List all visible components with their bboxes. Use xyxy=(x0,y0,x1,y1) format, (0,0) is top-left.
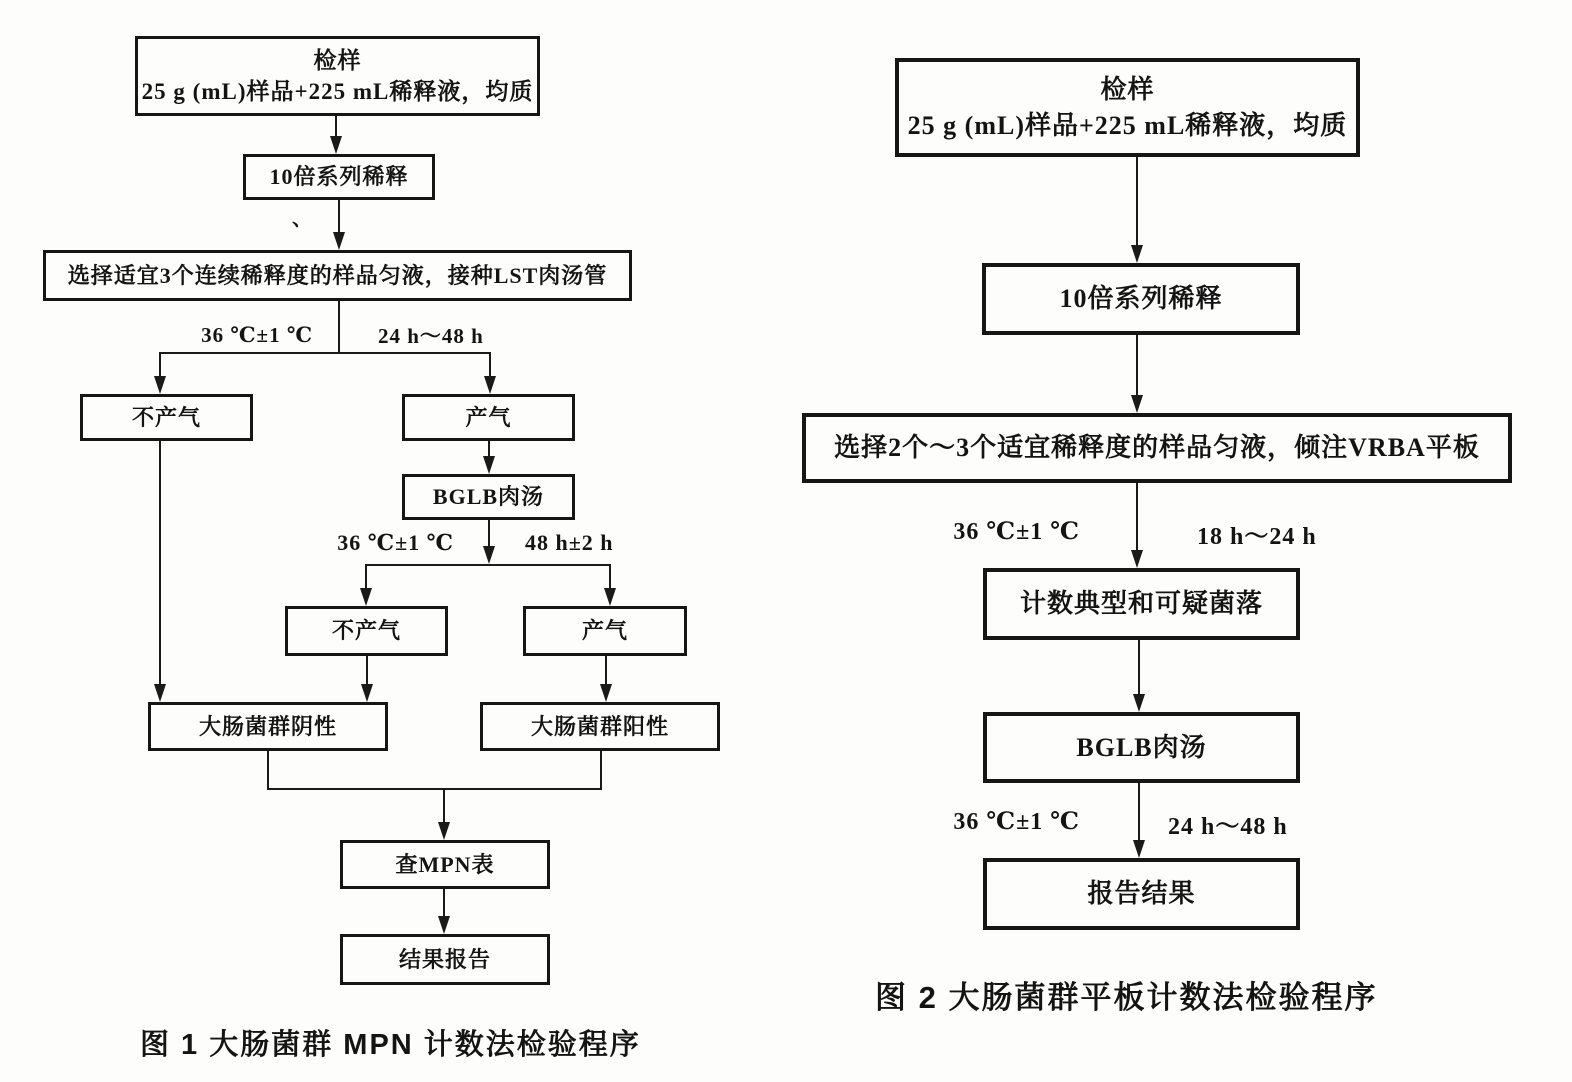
node-coliform-positive-label: 大肠菌群阳性 xyxy=(530,713,669,739)
connector-line xyxy=(159,352,161,378)
figure1-caption: 图 1 大肠菌群 MPN 计数法检验程序 xyxy=(140,1029,641,1061)
connector-line xyxy=(609,564,611,590)
label-temp-2: 36 ℃±1 ℃ xyxy=(337,530,454,555)
arrow-down-icon xyxy=(360,588,372,606)
connector-line xyxy=(365,564,367,590)
node-bglb-1 xyxy=(402,474,575,520)
connector-line xyxy=(267,788,602,790)
connector-line xyxy=(488,520,490,548)
connector-line xyxy=(365,564,610,566)
arrow-down-icon xyxy=(438,822,450,840)
label-temp-1: 36 ℃±1 ℃ xyxy=(953,519,1080,545)
connector-line xyxy=(489,352,491,378)
label-time-1: 18 h～24 h xyxy=(1197,524,1317,550)
node-count-colonies xyxy=(983,568,1300,640)
node-serial-dilution-2 xyxy=(982,263,1300,335)
arrow-down-icon xyxy=(484,376,496,394)
arrow-down-icon xyxy=(1133,694,1145,712)
node-sample-2-detail: 25 g (mL)样品+225 mL稀释液，均质 xyxy=(907,110,1348,140)
node-no-gas-2 xyxy=(285,606,448,656)
node-serial-dilution-1-label: 10倍系列稀释 xyxy=(269,164,409,190)
node-coliform-negative-label: 大肠菌群阴性 xyxy=(198,713,337,739)
connector-line xyxy=(1136,483,1138,550)
node-count-colonies-label: 计数典型和可疑菌落 xyxy=(1019,589,1263,619)
node-result-report-1 xyxy=(340,934,550,985)
stray-mark: 、 xyxy=(292,208,312,230)
node-coliform-negative xyxy=(148,702,388,751)
node-pour-vrba-label: 选择2个～3个适宜稀释度的样品匀液，倾注VRBA平板 xyxy=(834,433,1480,463)
arrow-down-icon xyxy=(1131,245,1143,263)
node-mpn-table-label: 查MPN表 xyxy=(395,851,495,877)
connector-line xyxy=(159,352,490,354)
node-no-gas-2-label: 不产气 xyxy=(331,618,401,644)
label-temp-2: 36 ℃±1 ℃ xyxy=(953,809,1080,835)
connector-line xyxy=(600,751,602,788)
connector-line xyxy=(338,301,340,352)
node-gas-1 xyxy=(402,394,575,441)
node-mpn-table xyxy=(340,840,550,889)
arrow-down-icon xyxy=(604,588,616,606)
label-temp-1: 36 ℃±1 ℃ xyxy=(201,323,313,347)
node-gas-2-label: 产气 xyxy=(581,618,628,644)
node-report-result-label: 报告结果 xyxy=(1087,879,1196,909)
arrow-down-icon xyxy=(330,136,342,154)
figure2-caption: 图 2 大肠菌群平板计数法检验程序 xyxy=(875,980,1378,1015)
node-result-report-1-label: 结果报告 xyxy=(398,946,491,972)
node-sample-2-title: 检样 xyxy=(1100,75,1155,105)
connector-line xyxy=(1138,783,1140,840)
arrow-down-icon xyxy=(154,684,166,702)
label-time-2: 24 h～48 h xyxy=(1168,814,1288,840)
node-serial-dilution-2-label: 10倍系列稀释 xyxy=(1059,284,1223,314)
arrow-down-icon xyxy=(154,376,166,394)
node-sample-1-title: 检样 xyxy=(313,47,362,73)
label-time-1: 24 h～48 h xyxy=(378,324,484,348)
connector-line xyxy=(1136,157,1138,245)
node-sample-2 xyxy=(895,58,1360,157)
connector-line xyxy=(443,889,445,916)
arrow-down-icon xyxy=(1133,840,1145,858)
arrow-down-icon xyxy=(438,916,450,934)
node-sample-1 xyxy=(135,36,540,116)
connector-line xyxy=(338,200,340,234)
arrow-down-icon xyxy=(483,456,495,474)
connector-line xyxy=(159,441,161,684)
connector-line xyxy=(443,788,445,822)
arrow-down-icon xyxy=(361,684,373,702)
node-gas-2 xyxy=(523,606,687,656)
connector-line xyxy=(366,656,368,686)
connector-line xyxy=(605,656,607,686)
node-coliform-positive xyxy=(480,702,720,751)
node-bglb-2 xyxy=(983,712,1300,783)
node-no-gas-1-label: 不产气 xyxy=(131,404,201,430)
node-no-gas-1 xyxy=(80,394,253,441)
arrow-down-icon xyxy=(483,546,495,564)
arrow-down-icon xyxy=(333,232,345,250)
node-inoculate-lst xyxy=(43,250,632,301)
arrow-down-icon xyxy=(1131,395,1143,413)
node-inoculate-lst-label: 选择适宜3个连续稀释度的样品匀液，接种LST肉汤管 xyxy=(67,262,608,288)
connector-line xyxy=(1138,640,1140,694)
node-pour-vrba xyxy=(802,413,1512,483)
arrow-down-icon xyxy=(1131,550,1143,568)
node-report-result xyxy=(983,858,1300,930)
node-serial-dilution-1 xyxy=(243,154,435,200)
node-bglb-1-label: BGLB肉汤 xyxy=(432,484,545,510)
arrow-down-icon xyxy=(600,684,612,702)
node-gas-1-label: 产气 xyxy=(465,404,512,430)
node-bglb-2-label: BGLB肉汤 xyxy=(1076,732,1207,762)
node-sample-1-detail: 25 g (mL)样品+225 mL稀释液，均质 xyxy=(141,79,534,104)
connector-line xyxy=(1136,335,1138,395)
connector-line xyxy=(267,751,269,788)
label-time-2: 48 h±2 h xyxy=(525,530,614,555)
